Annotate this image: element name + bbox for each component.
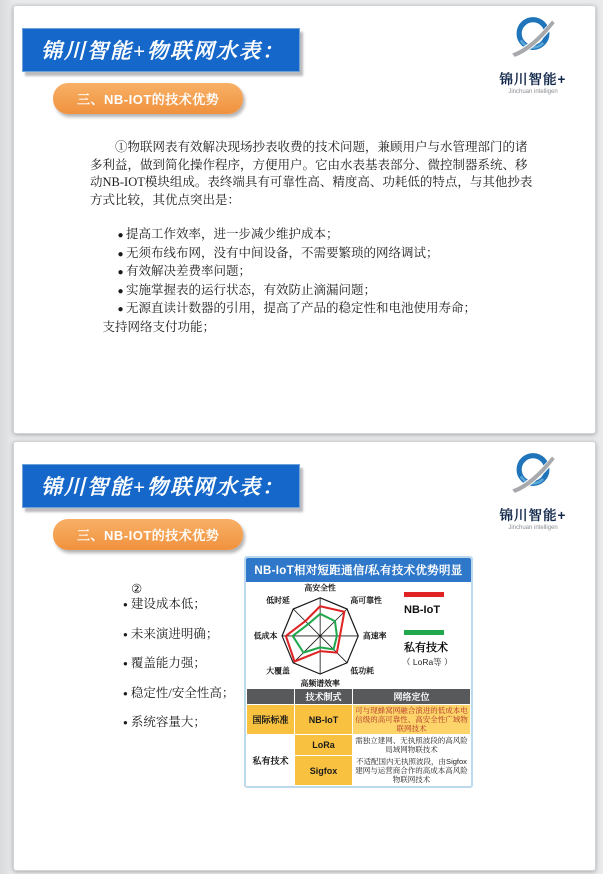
logo-subtitle: Jinchuan intelligen <box>508 89 558 95</box>
legend-label: NB-IoT <box>404 604 441 616</box>
svg-text:高安全性: 高安全性 <box>304 583 336 593</box>
bullet-item: ● 实施掌握表的运行状态，有效防止滴漏问题； <box>90 282 534 301</box>
slide1-body <box>90 139 534 336</box>
slide-title-banner: 锦川智能+物联网水表： <box>22 464 300 508</box>
legend-item <box>398 592 466 618</box>
tech-comparison-table <box>246 688 471 786</box>
svg-text:低功耗: 低功耗 <box>350 666 374 676</box>
bullet-item: ● 系统容量大； <box>123 715 234 730</box>
swoosh-circle-logo-icon <box>507 49 559 66</box>
company-logo <box>483 12 583 95</box>
bullet-item: ● 稳定性/安全性高； <box>123 686 234 701</box>
advantage-bullet-list <box>90 226 534 336</box>
slide2-bullet-list <box>123 582 234 745</box>
radar-chart-wrap <box>246 583 398 687</box>
panel-title: NB-IoT相对短距通信/私有技术优势明显 <box>246 558 471 582</box>
swoosh-circle-logo-icon <box>507 485 559 502</box>
svg-text:低成本: 低成本 <box>253 631 278 641</box>
svg-text:低时延: 低时延 <box>266 595 290 605</box>
header-cell-position: 网络定位 <box>353 689 471 705</box>
slide-2 <box>13 441 596 871</box>
desc-cell: 可与现蜂窝网融合演进的低成本电信级的高可靠性、高安全性广域物联网技术 <box>353 705 471 735</box>
logo-name: 锦川智能+ <box>499 508 567 523</box>
desc-cell: 需独立建网、无执照波段的高风险局域网物联技术 <box>353 735 471 756</box>
group-cell: 国际标准 <box>247 705 295 735</box>
legend-label: 私有技术 <box>404 642 448 654</box>
chart-legend <box>398 590 466 680</box>
svg-text:高频谱效率: 高频谱效率 <box>300 679 340 687</box>
bullet-item: ● 提高工作效率，进一步减少维护成本； <box>90 226 534 245</box>
section-heading-badge: 三、NB-IOT的技术优势 <box>53 519 243 550</box>
slide-1 <box>13 5 596 434</box>
logo-subtitle: Jinchuan intelligen <box>508 525 558 531</box>
bullet-item: ● 覆盖能力强； <box>123 656 234 671</box>
table-row <box>247 705 471 735</box>
radar-chart-area <box>246 582 471 688</box>
tech-cell: Sigfox <box>295 756 353 786</box>
intro-paragraph: ①物联网表有效解决现场抄表收费的技术问题，兼顾用户与水管理部门的诸多利益，做到简化操作程序，方便用户。它由水表基表部分、微控制器系统、移动NB-IOT模块组成。表终端具有可靠性高、精度高、功耗低的特点，与其他抄表方式比较，其优点突出是： <box>90 140 533 207</box>
bullet-item: ● 无源直读计数器的引用，提高了产品的稳定性和电池使用寿命； <box>90 300 534 319</box>
table-header-row <box>247 689 471 705</box>
table-row <box>247 735 471 756</box>
bullet-item: ● 建设成本低； <box>123 597 234 612</box>
legend-sublabel: （ LoRa等 ） <box>402 657 453 667</box>
tech-cell: LoRa <box>295 735 353 756</box>
bullet-tail-line: 支持网络支付功能； <box>102 319 216 334</box>
list-marker: ② <box>131 582 143 596</box>
radar-chart <box>246 583 398 687</box>
header-cell-tech: 技术制式 <box>295 689 353 705</box>
group-cell: 私有技术 <box>247 735 295 786</box>
legend-swatch <box>404 630 444 635</box>
bullet-item: ● 未来演进明确； <box>123 627 234 642</box>
legend-item <box>398 630 466 668</box>
header-cell-empty <box>247 689 295 705</box>
bullet-item: ● 无须布线布网，没有中间设备，不需要繁琐的网络调试； <box>90 245 534 264</box>
legend-swatch <box>404 592 444 597</box>
company-logo <box>483 448 583 531</box>
logo-name: 锦川智能+ <box>499 72 567 87</box>
nbiot-comparison-panel <box>244 556 473 788</box>
bullet-item: ● 有效解决差费率问题； <box>90 263 534 282</box>
svg-text:高可靠性: 高可靠性 <box>350 595 382 605</box>
slide-title-banner: 锦川智能+物联网水表： <box>22 28 300 72</box>
desc-cell: 不适配国内无执照波段，由Sigfox建网与运营商合作的高成本高风险物联网技术 <box>353 756 471 786</box>
section-heading-badge: 三、NB-IOT的技术优势 <box>53 83 243 114</box>
tech-cell: NB-IoT <box>295 705 353 735</box>
svg-text:大覆盖: 大覆盖 <box>266 666 290 676</box>
svg-text:高速率: 高速率 <box>362 631 387 641</box>
